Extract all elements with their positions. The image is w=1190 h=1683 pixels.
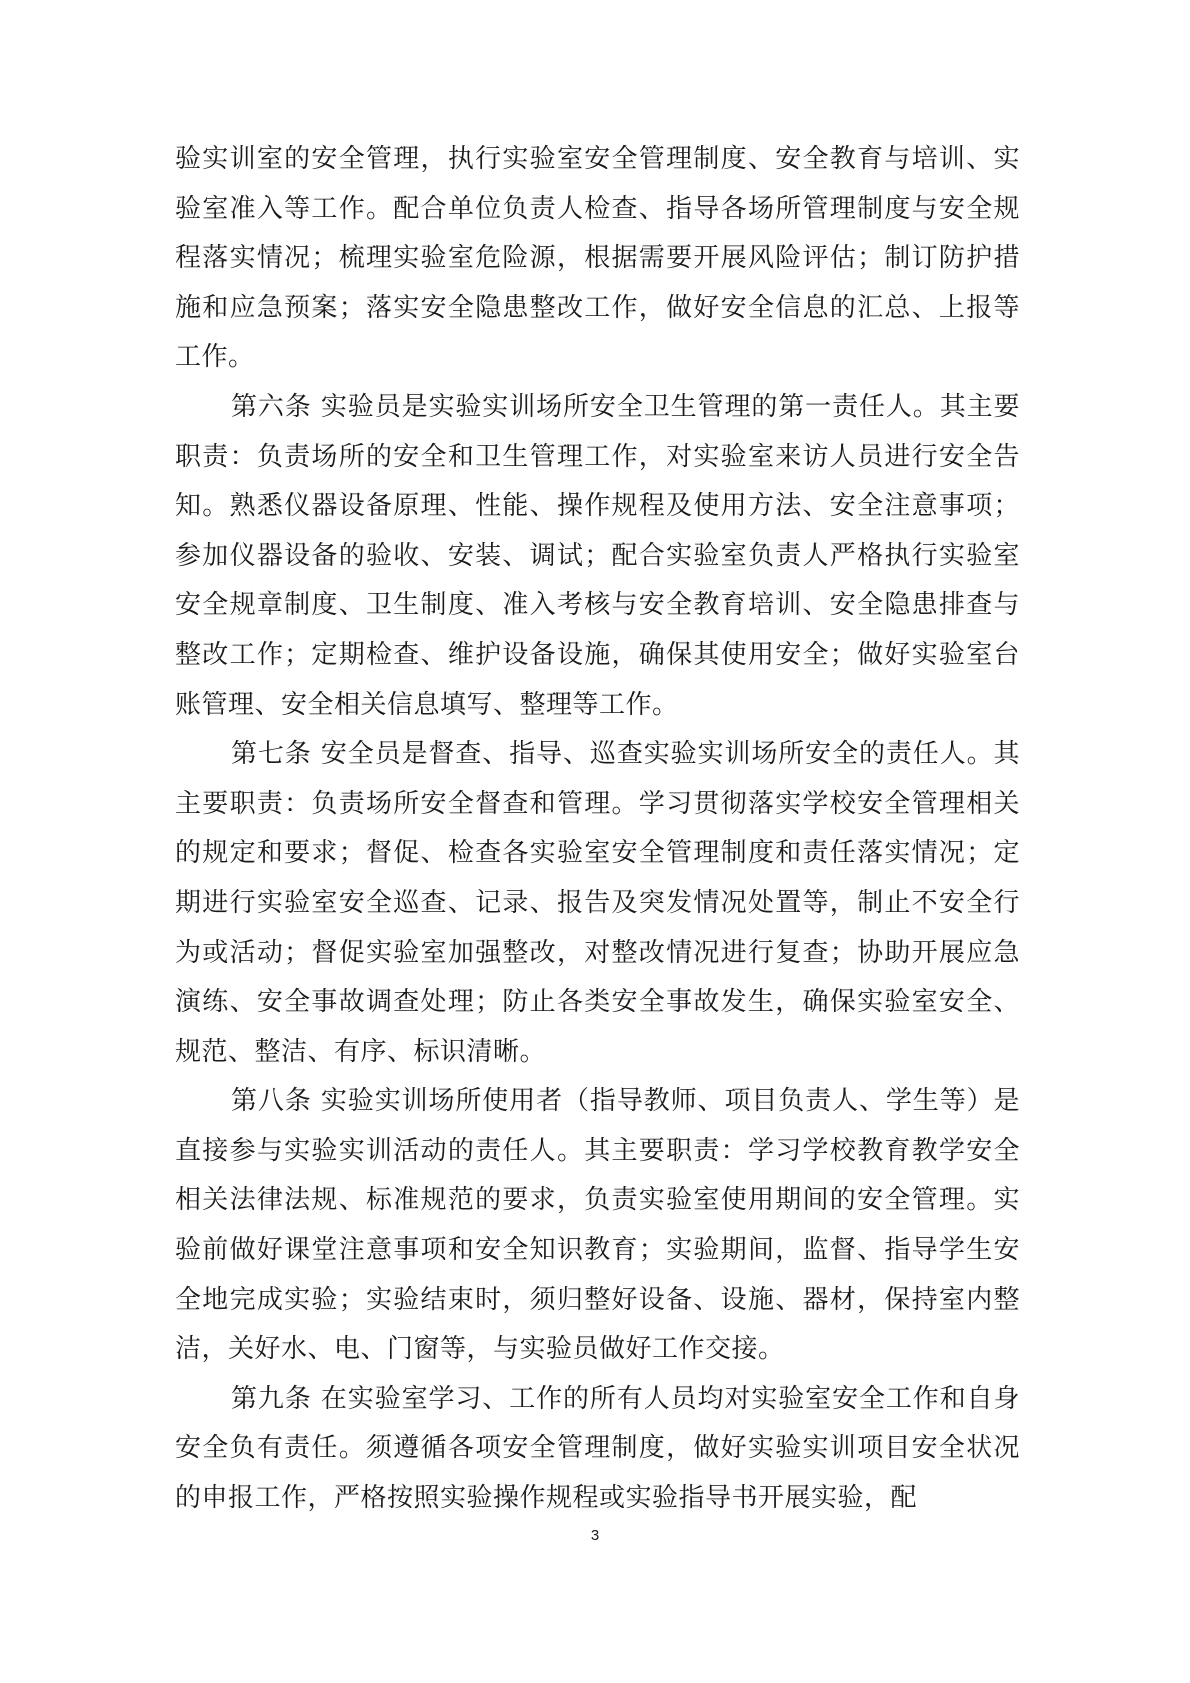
paragraph-article-9: 第九条 在实验室学习、工作的所有人员均对实验室安全工作和自身安全负有责任。须遵循各项安全管理制度，做好实验实训项目安全状况的申报工作，严格按照实验操作规程或实验指导书开展实验，配 [175, 1383, 1020, 1514]
document-body [175, 135, 1020, 1524]
paragraph-article-6: 第六条 实验员是实验实训场所安全卫生管理的第一责任人。其主要 职责：负责场所的安全和卫生管理工作，对实验室来访人员进行安全告知。熟悉仪器设备原理、性能、操作规程及使用方法、安全注意事项；参加仪器设备的验收、安装、调试；配合实验室负责人严格执行实验室安全规章制度、卫生制度、准入考核与安全教育培训、安全隐患排查与整改工作；定期检查、维护设备设施，确保其使用安全；做好实验室台账管理、安全相关信息填写、整理等工作。 [175, 391, 1020, 720]
paragraph-continuation: 验实训室的安全管理，执行实验室安全管理制度、安全教育与培训、实验室准入等工作。配合单位负责人检查、指导各场所管理制度与安全规程落实情况；梳理实验室危险源，根据需要开展风险评估；制订防护措施和应急预案；落实安全隐患整改工作，做好安全信息的汇总、上报等工作。 [175, 144, 1020, 373]
paragraph-article-7: 第七条 安全员是督查、指导、巡查实验实训场所安全的责任人。其主要职责：负责场所安全督查和管理。学习贯彻落实学校安全管理相关的规定和要求；督促、检查各实验室安全管理制度和责任落实情况；定期进行实验室安全巡查、记录、报告及突发情况处置等，制止不安全行为或活动；督促实验室加强整改，对整改情况进行复查；协助开展应急演练、安全事故调查处理；防止各类安全事故发生，确保实验室安全、规范、整洁、有序、标识清晰。 [175, 739, 1020, 1067]
paragraph-article-8: 第八条 实验实训场所使用者（指导教师、项目负责人、学生等）是直接参与实验实训活动的责任人。其主要职责：学习学校教育教学安全相关法律法规、标准规范的要求，负责实验室使用期间的安全管理。实验前做好课堂注意事项和安全知识教育；实验期间，监督、指导学生安全地完成实验；实验结束时，须归整好设备、设施、器材，保持室内整洁，关好水、电、门窗等，与实验员做好工作交接。 [175, 1086, 1020, 1365]
page-number: 3 [590, 1527, 600, 1544]
